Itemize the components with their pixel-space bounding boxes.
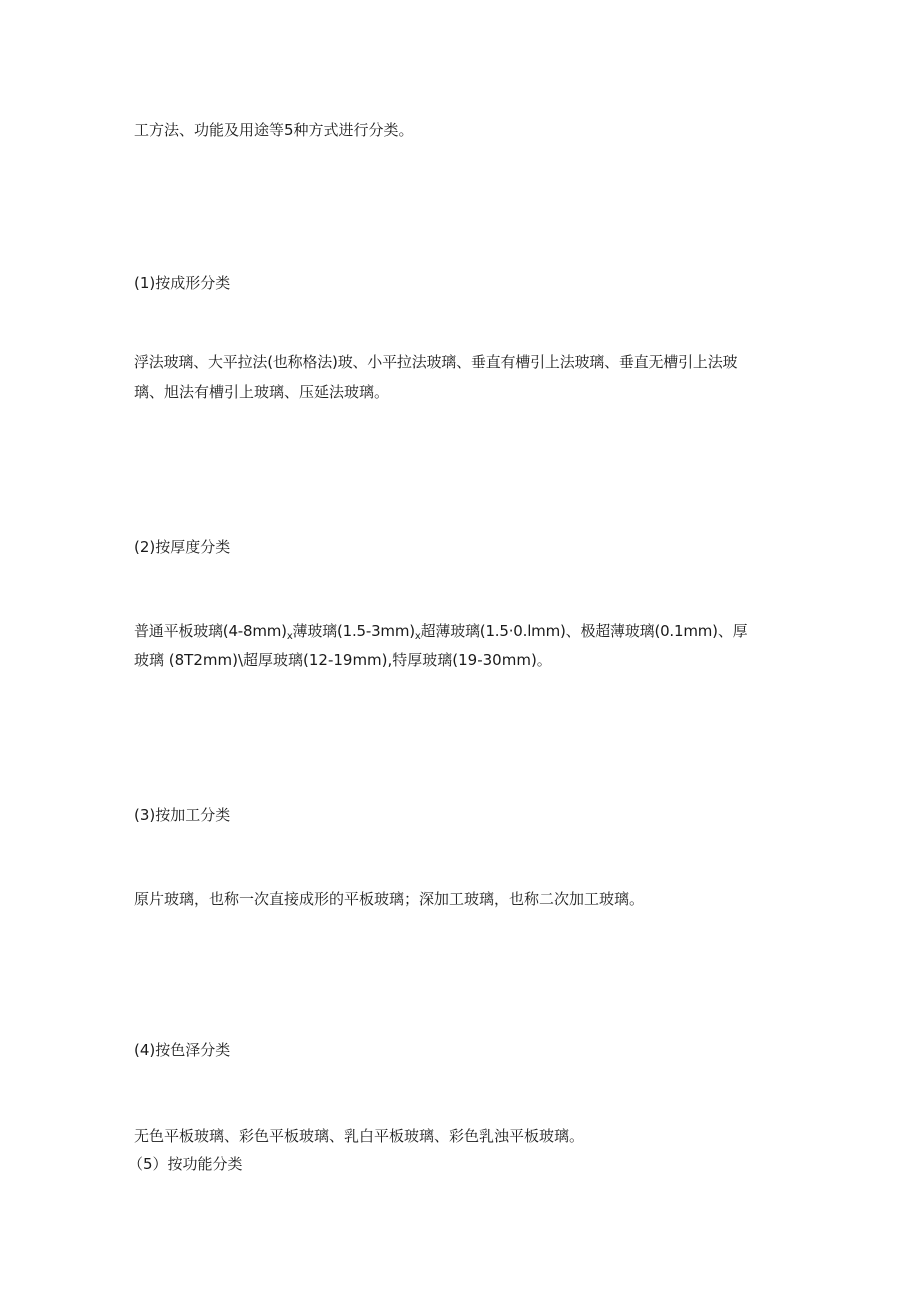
section-heading-color: (4)按色泽分类 (134, 1041, 231, 1059)
thickness-text-line-1 (134, 622, 747, 646)
thickness-text-a: 普通平板玻璃(4-8mm) (134, 622, 287, 640)
thickness-text-line-2: 玻璃 (8T2mm)\超厚玻璃(12-19mm),特厚玻璃(19-30mm)。 (134, 651, 552, 669)
thickness-text-b: 薄玻璃(1.5-3mm) (292, 622, 415, 640)
section-heading-processing: (3)按加工分类 (134, 806, 231, 824)
processing-text-line: 原片玻璃，也称一次直接成形的平板玻璃；深加工玻璃，也称二次加工玻璃。 (134, 890, 645, 908)
color-text-line: 无色平板玻璃、彩色平板玻璃、乳白平板玻璃、彩色乳浊平板玻璃。 (134, 1127, 585, 1145)
thickness-subscript-2: x (414, 631, 421, 642)
section-heading-forming: (1)按成形分类 (134, 274, 231, 292)
thickness-text-c: 超薄玻璃(1.5·0.lmm)、极超薄玻璃(0.1mm)、厚 (420, 622, 748, 640)
forming-text-line-2: 璃、旭法有槽引上玻璃、压延法玻璃。 (134, 383, 390, 401)
thickness-subscript-1: x (286, 631, 293, 642)
intro-line: 工方法、功能及用途等5种方式进行分类。 (134, 121, 414, 139)
forming-text-line-1: 浮法玻璃、大平拉法(也称格法)玻、小平拉法玻璃、垂直有槽引上法玻璃、垂直无槽引上法玻 (134, 353, 738, 371)
section-heading-function: （5）按功能分类 (128, 1155, 243, 1173)
section-heading-thickness: (2)按厚度分类 (134, 538, 231, 556)
